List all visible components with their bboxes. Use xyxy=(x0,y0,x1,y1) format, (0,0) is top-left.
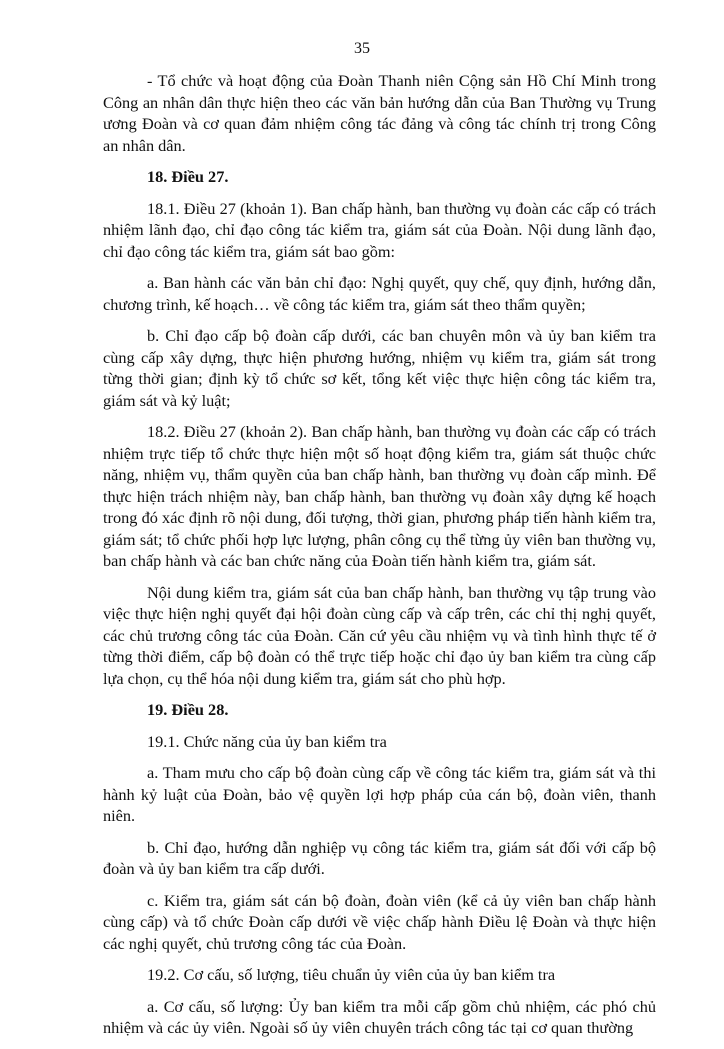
page-number: 35 xyxy=(354,40,370,57)
paragraph: 18.2. Điều 27 (khoản 2). Ban chấp hành, ban thường vụ đoàn các cấp có trách nhiệm trực tiếp tổ chức thực hiện một số hoạt động kiểm tra, giám sát thuộc chức năng, nhiệm vụ, thẩm quyền của ban chấp hành, ban thường vụ đoàn cấp mình. Để thực hiện trách nhiệm này, ban chấp hành, ban thường vụ đoàn xây dựng kế hoạch trong đó xác định rõ nội dung, đối tượng, thời gian, phương pháp tiến hành kiểm tra, giám sát; tổ chức phối hợp lực lượng, phân công cụ thể từng ủy viên ban thường vụ, ban chấp hành và các ban chức năng của Đoàn tiến hành kiểm tra, giám sát. xyxy=(103,422,656,570)
paragraph: a. Ban hành các văn bản chỉ đạo: Nghị quyết, quy chế, quy định, hướng dẫn, chương trình, kế hoạch… về công tác kiểm tra, giám sát theo thẩm quyền; xyxy=(103,273,656,314)
paragraph: b. Chỉ đạo, hướng dẫn nghiệp vụ công tác kiểm tra, giám sát đối với cấp bộ đoàn và ủy ban kiểm tra cấp dưới. xyxy=(103,837,656,878)
paragraph: c. Kiểm tra, giám sát cán bộ đoàn, đoàn viên (kể cả ủy viên ban chấp hành cùng cấp) và tổ chức Đoàn cấp dưới về việc chấp hành Điều lệ Đoàn và thực hiện các nghị quyết, chủ trương công tác của Đoàn. xyxy=(103,890,656,953)
section-heading-18: 18. Điều 27. xyxy=(147,167,229,186)
paragraph: b. Chỉ đạo cấp bộ đoàn cấp dưới, các ban chuyên môn và ủy ban kiểm tra cùng cấp xây dựng, thực hiện phương hướng, nhiệm vụ kiểm tra, giám sát trong từng thời gian; định kỳ tổ chức sơ kết, tổng kết việc thực hiện công tác kiểm tra, giám sát và kỷ luật; xyxy=(103,326,656,410)
paragraph: - Tổ chức và hoạt động của Đoàn Thanh niên Cộng sản Hồ Chí Minh trong Công an nhân dân thực hiện theo các văn bản hướng dẫn của Ban Thường vụ Trung ương Đoàn và cơ quan đảm nhiệm công tác đảng và công tác chính trị trong Công an nhân dân. xyxy=(103,71,656,155)
paragraph: Nội dung kiểm tra, giám sát của ban chấp hành, ban thường vụ tập trung vào việc thực hiện nghị quyết đại hội đoàn cùng cấp và cấp trên, các chỉ thị nghị quyết, các chủ trương công tác của Đoàn. Căn cứ yêu cầu nhiệm vụ và tình hình thực tế ở từng thời điểm, cấp bộ đoàn có thể trực tiếp hoặc chỉ đạo ủy ban kiểm tra cùng cấp lựa chọn, cụ thể hóa nội dung kiểm tra, giám sát cho phù hợp. xyxy=(103,582,656,688)
paragraph: a. Cơ cấu, số lượng: Ủy ban kiểm tra mỗi cấp gồm chủ nhiệm, các phó chủ nhiệm và các ủy viên. Ngoài số ủy viên chuyên trách công tác tại cơ quan thường xyxy=(103,996,656,1037)
paragraph: 18.1. Điều 27 (khoản 1). Ban chấp hành, ban thường vụ đoàn các cấp có trách nhiệm lãnh đạo, chỉ đạo công tác kiểm tra, giám sát của Đoàn. Nội dung lãnh đạo, chỉ đạo công tác kiểm tra, giám sát bao gồm: xyxy=(103,198,656,261)
section-heading-19: 19. Điều 28. xyxy=(147,700,229,719)
paragraph: 19.2. Cơ cấu, số lượng, tiêu chuẩn ủy viên của ủy ban kiểm tra xyxy=(147,965,556,984)
page-body xyxy=(103,70,656,1049)
paragraph: 19.1. Chức năng của ủy ban kiểm tra xyxy=(147,731,387,751)
paragraph: a. Tham mưu cho cấp bộ đoàn cùng cấp về công tác kiểm tra, giám sát và thi hành kỷ luật của Đoàn, bảo vệ quyền lợi hợp pháp của cán bộ, đoàn viên, thanh niên. xyxy=(103,763,656,825)
